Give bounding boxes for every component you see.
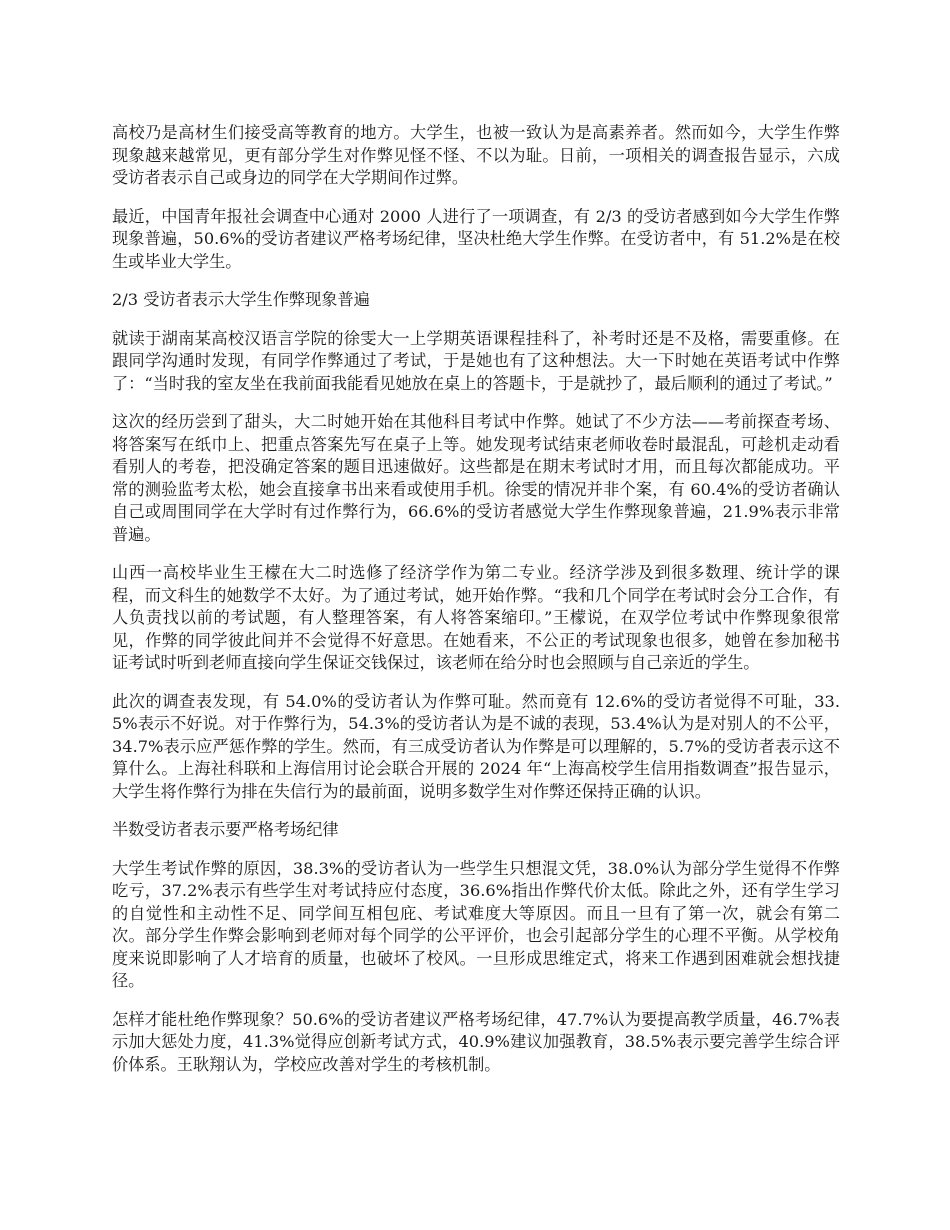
solutions-paragraph: 怎样才能杜绝作弊现象？50.6%的受访者建议严格考场纪律，47.7%认为要提高教学质量，46.7%表示加大惩处力度，41.3%觉得应创新考试方式，40.9%建议加强教育，38.5%表示要完善学生综合评价体系。王耿翔认为，学校应改善对学生的考核机制。 [112, 1009, 840, 1074]
wang-meng-paragraph: 山西一高校毕业生王檬在大二时选修了经济学作为第二专业。经济学涉及到很多数理、统计学的课程，而文科生的她数学不太好。为了通过考试，她开始作弊。“我和几个同学在考试时会分工合作，有人负责找以前的考试题，有人整理答案，有人将答案缩印。”王檬说，在双学位考试中作弊现象很常见，作弊的同学彼此间并不会觉得不好意思。在她看来，不公正的考试现象也很多，她曾在参加秘书证考试时听到老师直接向学生保证交钱保过，该老师在给分时也会照顾与自己亲近的学生。 [112, 563, 840, 672]
article-body [112, 122, 840, 1092]
survey-paragraph: 最近，中国青年报社会调查中心通对 2000 人进行了一项调查，有 2/3 的受访者感到如今大学生作弊现象普遍，50.6%的受访者建议严格考场纪律，坚决杜绝大学生作弊。在受访者中，有 51.2%是在校生或毕业大学生。 [112, 206, 840, 271]
attitude-survey-paragraph: 此次的调查表发现，有 54.0%的受访者认为作弊可耻。然而竟有 12.6%的受访者觉得不可耻，33.5%表示不好说。对于作弊行为，54.3%的受访者认为是不诚的表现，53.4%认为是对别人的不公平，34.7%表示应严惩作弊的学生。然而，有三成受访者认为作弊是可以理解的，5.7%的受访者表示这不算什么。上海社科联和上海信用讨论会联合开展的 2024 年“上海高校学生信用指数调查”报告显示，大学生将作弊行为排在失信行为的最前面，说明多数学生对作弊还保持正确的认识。 [112, 691, 840, 801]
cheating-methods-paragraph: 这次的经历尝到了甜头，大二时她开始在其他科目考试中作弊。她试了不少方法——考前探查考场、将答案写在纸巾上、把重点答案先写在桌子上等。她发现考试结束老师收卷时最混乱，可趁机走动看看别人的考卷，把没确定答案的题目迅速做好。这些都是在期末考试时才用，而且每次都能成功。平常的测验监考太松，她会直接拿书出来看或使用手机。徐雯的情况并非个案，有 60.4%的受访者确认自己或周围同学在大学时有过作弊行为，66.6%的受访者感觉大学生作弊现象普遍，21.9%表示非常普遍。 [112, 412, 840, 544]
causes-paragraph: 大学生考试作弊的原因，38.3%的受访者认为一些学生只想混文凭，38.0%认为部分学生觉得不作弊吃亏，37.2%表示有些学生对考试持应付态度，36.6%指出作弊代价太低。除此之外，还有学生学习的自觉性和主动性不足、同学间互相包庇、考试难度大等原因。而且一旦有了第一次，就会有第二次。部分学生作弊会影响到老师对每个同学的公平评价，也会引起部分学生的心理不平衡。从学校角度来说即影响了人才培育的质量，也破坏了校风。一旦形成思维定式，将来工作遇到困难就会想找捷径。 [112, 858, 840, 990]
xu-wen-paragraph: 就读于湖南某高校汉语言学院的徐雯大一上学期英语课程挂科了，补考时还是不及格，需要重修。在跟同学沟通时发现，有同学作弊通过了考试，于是她也有了这种想法。大一下时她在英语考试中作弊了：“当时我的室友坐在我前面我能看见她放在桌上的答题卡，于是就抄了，最后顺利的通过了考试。” [112, 328, 840, 393]
section-heading-prevalence: 2/3 受访者表示大学生作弊现象普遍 [112, 290, 370, 309]
section-heading-discipline: 半数受访者表示要严格考场纪律 [112, 820, 339, 839]
intro-paragraph: 高校乃是高材生们接受高等教育的地方。大学生，也被一致认为是高素养者。然而如今，大学生作弊现象越来越常见，更有部分学生对作弊见怪不怪、不以为耻。日前，一项相关的调查报告显示，六成受访者表示自己或身边的同学在大学期间作过弊。 [112, 123, 840, 187]
